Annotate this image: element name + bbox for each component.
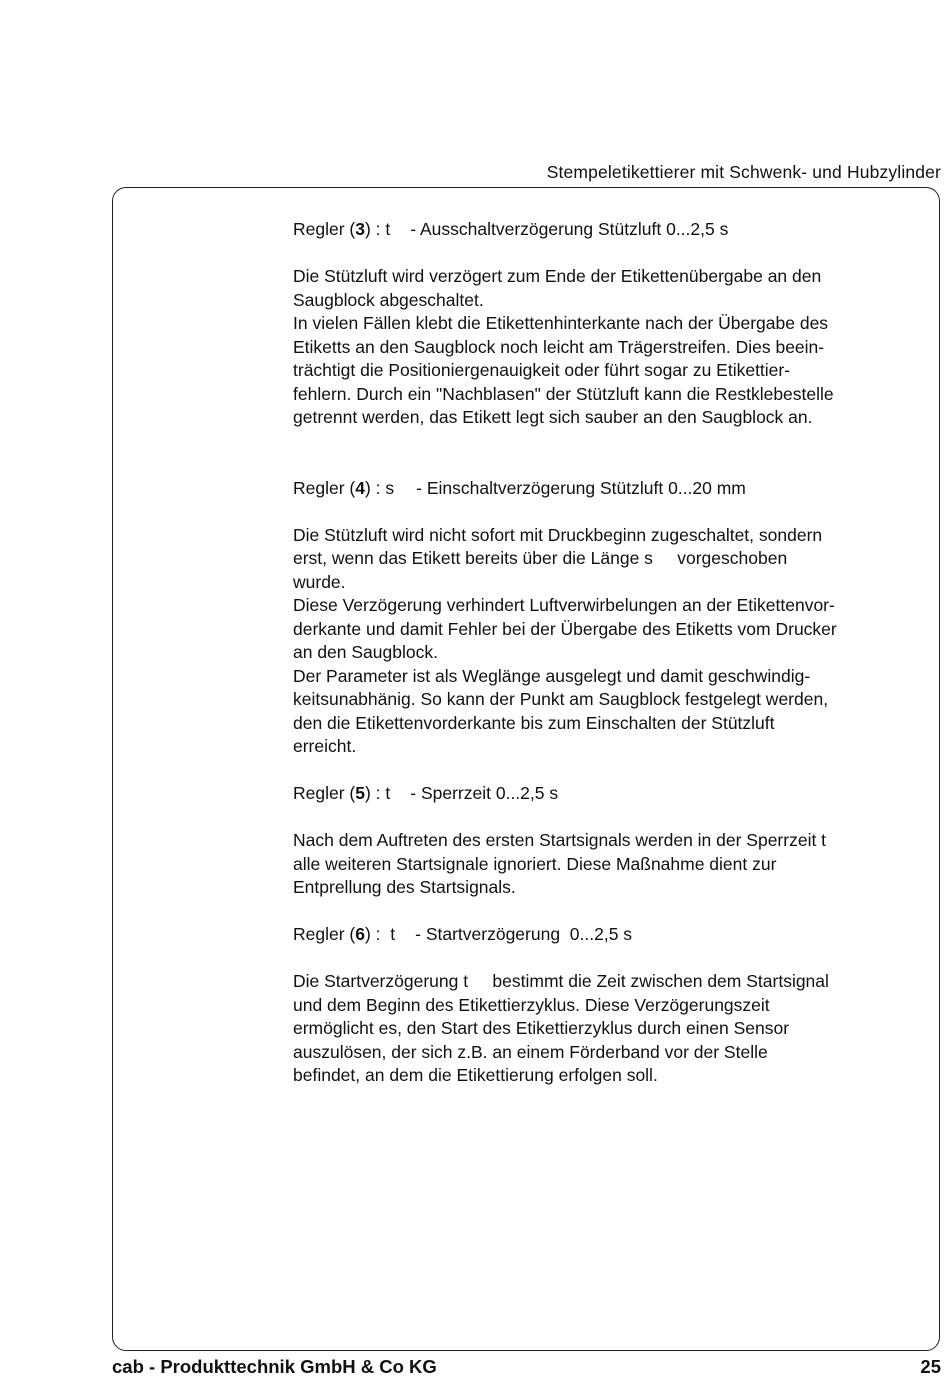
heading-prefix: Regler ( (293, 477, 356, 498)
paragraph-line: fehlern. Durch ein "Nachblasen" der Stützluft kann die Restklebestelle (293, 383, 834, 404)
paragraph-line: Nach dem Auftreten des ersten Startsignals werden in der Sperrzeit t (293, 830, 827, 850)
regler-number: 5 (355, 783, 365, 803)
paragraph-line: ermöglicht es, den Start des Etikettierzyklus durch einen Sensor (293, 1018, 790, 1038)
heading-description: - Sperrzeit 0...2,5 s (410, 783, 559, 803)
page-number: 25 (920, 1356, 941, 1377)
heading-prefix: Regler ( (293, 219, 356, 239)
regler-number: 4 (355, 477, 365, 498)
regler-number: 3 (355, 219, 365, 239)
heading-parameter: ) : s (364, 477, 395, 498)
section-heading (293, 218, 918, 242)
section-regler-5 (293, 782, 918, 900)
section-regler-6 (293, 923, 918, 1088)
section-regler-4 (293, 477, 918, 759)
paragraph-line: getrennt werden, das Etikett legt sich sauber an den Saugblock an. (293, 407, 813, 427)
paragraph-line: den die Etikettenvorderkante bis zum Einschalten der Stützluft (293, 712, 775, 733)
paragraph-line: wurde. (293, 571, 346, 592)
paragraph-line: an den Saugblock. (293, 642, 438, 662)
section-heading (293, 782, 918, 806)
section-heading (293, 477, 918, 501)
paragraph-line: Die Stützluft wird nicht sofort mit Druckbeginn zugeschaltet, sondern (293, 524, 823, 545)
paragraph-line: befindet, an dem die Etikettierung erfolgen soll. (293, 1065, 658, 1085)
paragraph-line: Etiketts an den Saugblock noch leicht am Trägerstreifen. Dies beein- (293, 336, 825, 357)
paragraph-line: Diese Verzögerung verhindert Luftverwirbelungen an der Etikettenvor- (293, 595, 835, 615)
paragraph-line: auszulösen, der sich z.B. an einem Förderband vor der Stelle (293, 1041, 768, 1062)
paragraph-line: erreicht. (293, 736, 357, 756)
regler-number: 6 (355, 924, 365, 944)
page-content (293, 218, 918, 1088)
paragraph-line: In vielen Fällen klebt die Etikettenhinterkante nach der Übergabe des (293, 313, 829, 333)
heading-parameter: ) : t (364, 924, 396, 944)
heading-description: - Startverzögerung 0...2,5 s (415, 924, 633, 944)
paragraph-line: alle weiteren Startsignale ignoriert. Diese Maßnahme dient zur (293, 853, 777, 874)
paragraph-line: Saugblock abgeschaltet. (293, 289, 484, 310)
heading-parameter: ) : t (364, 219, 391, 239)
heading-description: - Einschaltverzögerung Stützluft 0...20 mm (416, 477, 746, 498)
paragraph-line: Die Stützluft wird verzögert zum Ende der Etikettenübergabe an den (293, 266, 822, 286)
heading-prefix: Regler ( (293, 783, 356, 803)
heading-description: - Ausschaltverzögerung Stützluft 0...2,5 s (410, 219, 729, 239)
footer-company: cab - Produkttechnik GmbH & Co KG (112, 1356, 437, 1377)
paragraph-line: Der Parameter ist als Weglänge ausgelegt und damit geschwindig- (293, 665, 811, 686)
section-heading (293, 923, 918, 947)
heading-parameter: ) : t (364, 783, 391, 803)
paragraph-line: Entprellung des Startsignals. (293, 877, 516, 897)
running-header-title: Stempeletikettierer mit Schwenk- und Hubzylinder (546, 162, 941, 182)
paragraph-line: trächtigt die Positioniergenauigkeit oder führt sogar zu Etikettier- (293, 360, 791, 380)
section-regler-3 (293, 218, 918, 430)
paragraph-line: erst, wenn das Etikett bereits über die Länge s vorgeschoben (293, 548, 788, 568)
paragraph-line: und dem Beginn des Etikettierzyklus. Diese Verzögerungszeit (293, 994, 770, 1015)
heading-prefix: Regler ( (293, 924, 356, 944)
paragraph-line: Die Startverzögerung t bestimmt die Zeit zwischen dem Startsignal (293, 971, 829, 991)
paragraph-line: derkante und damit Fehler bei der Übergabe des Etiketts vom Drucker (293, 618, 837, 639)
paragraph-line: keitsunabhänig. So kann der Punkt am Saugblock festgelegt werden, (293, 689, 829, 709)
